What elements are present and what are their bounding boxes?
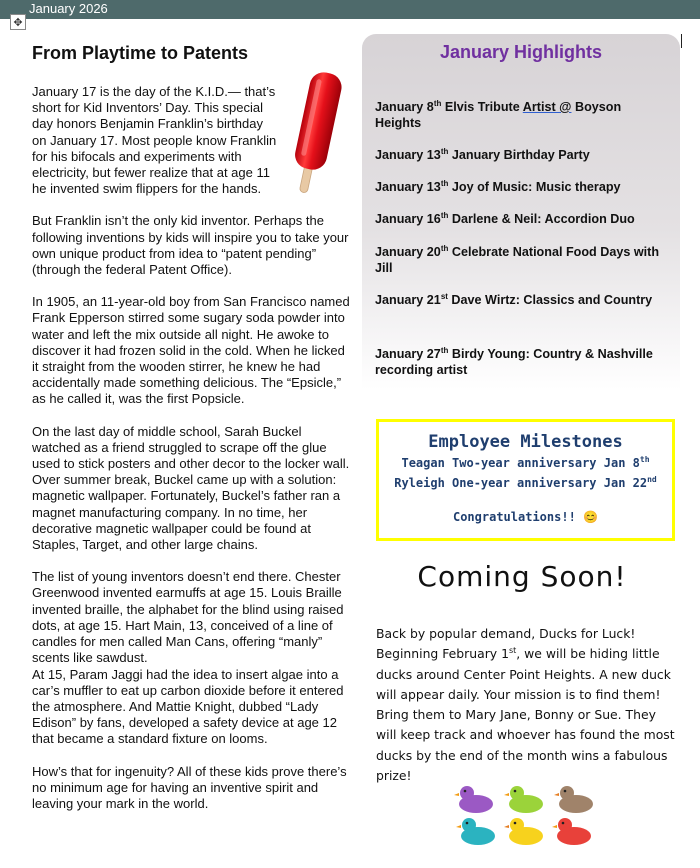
coming-soon-text: Back by popular demand, Ducks for Luck! Beginning February 1st, we will be hiding little ducks around Center Point Heights. A new duck will appear daily. Your mission is to find them! Bring them to Mary Jane, Bonny or Sue. They will keep track and whoever has found the most ducks by the end of the month wins a fabulous prize! (376, 626, 675, 784)
article-paragraph: How’s that for ingenuity? All of these kids prove there’s no minimum age for having an inventive spirit and leaving your mark in the world. (32, 763, 347, 811)
highlights-title: January Highlights (439, 42, 603, 62)
duck-green-icon (504, 786, 543, 813)
text-cursor (681, 34, 682, 48)
milestone-line: Ryleigh One-year anniversary Jan 22nd (394, 475, 657, 490)
highlight-item: January 21st Dave Wirtz: Classics and Country (375, 291, 653, 307)
milestone-line: Teagan Two-year anniversary Jan 8th (401, 455, 650, 470)
january-highlights-panel (362, 34, 680, 390)
article-paragraph: At 15, Param Jaggi had the idea to insert algae into a car’s muffler to eat up carbon dioxide before it entered the atmosphere. And Mattie Knight, dubbed “Lady Edison” by fans, developed a safety device at age 12 that became a standard fixture on looms. (32, 666, 344, 747)
month-label: January 2026 (29, 1, 108, 16)
duck-purple-icon (454, 786, 493, 813)
highlight-item: January 27th Birdy Young: Country & Nashville recording artist (375, 345, 653, 377)
coming-soon-title: Coming Soon! (417, 560, 627, 593)
highlight-item: January 20th Celebrate National Food Days with Jill (375, 243, 660, 275)
highlight-item: January 8th Elvis Tribute Artist @ Boyson Heights (375, 98, 622, 130)
highlight-link[interactable]: Artist @ (522, 100, 572, 114)
duck-brown-icon (554, 786, 593, 813)
rubber-ducks-image (454, 784, 600, 850)
move-handle-icon[interactable]: ✥ (10, 14, 26, 30)
highlight-item: January 13th Joy of Music: Music therapy (375, 178, 621, 194)
highlight-item: January 16th Darlene & Neil: Accordion Duo (375, 210, 635, 226)
popsicle-image (286, 66, 348, 198)
duck-red-icon (552, 818, 591, 845)
employee-milestones-box (376, 419, 675, 541)
duck-teal-icon (456, 818, 495, 845)
header-bar (0, 0, 700, 19)
article-title: From Playtime to Patents (32, 43, 249, 63)
duck-yellow-icon (504, 818, 543, 845)
article-paragraph: On the last day of middle school, Sarah Buckel watched as a friend struggled to scrape off the glue used to stick posters and other decor to the locker wall. Over summer break, Buckel came up with a solution: magnetic wallpaper. Fortunately, Buckel’s father ran a magnet manufacturing company. In no time, her decorative magnetic wallpaper could be found at Staples, Target, and other large chains. (32, 423, 350, 553)
smiley-icon: 😊 (583, 510, 598, 524)
congratulations-text: Congratulations!! 😊 (452, 510, 598, 524)
article-paragraph: The list of young inventors doesn’t end there. Chester Greenwood invented earmuffs at age 15. Louis Braille invented braille, the alphabet for the blind using raised dots, at age 15. Hart Main, 13, conceived of a line of candles for men called Man Cans, offering “manly” scents like sawdust. (32, 569, 344, 666)
article-paragraph: But Franklin isn’t the only kid inventor. Perhaps the following inventions by kids will inspire you to take your own unique product from idea to “patent pending” (through the federal Patent Office). (32, 213, 349, 278)
article-paragraph: January 17 is the day of the K.I.D.— that’s short for Kid Inventors’ Day. This special day honors Benjamin Franklin’s birthday on January 17. Most people know Franklin for his bifocals and experiments with electricity, but fewer realize that at age 11 he invented swim flippers for the hands. (32, 84, 277, 197)
milestones-title: Employee Milestones (428, 432, 623, 452)
article-paragraph: In 1905, an 11-year-old boy from San Francisco named Frank Epperson stirred some sugary soda powder into water and left the mix outside all night. He awoke to discover it had frozen solid in the cold. When he licked it straight from the wooden stirrer, he knew he had accidentally made something delicious. The “Epsicle,” as he called it, was the first Popsicle. (32, 294, 350, 407)
highlight-item: January 13th January Birthday Party (375, 146, 590, 162)
